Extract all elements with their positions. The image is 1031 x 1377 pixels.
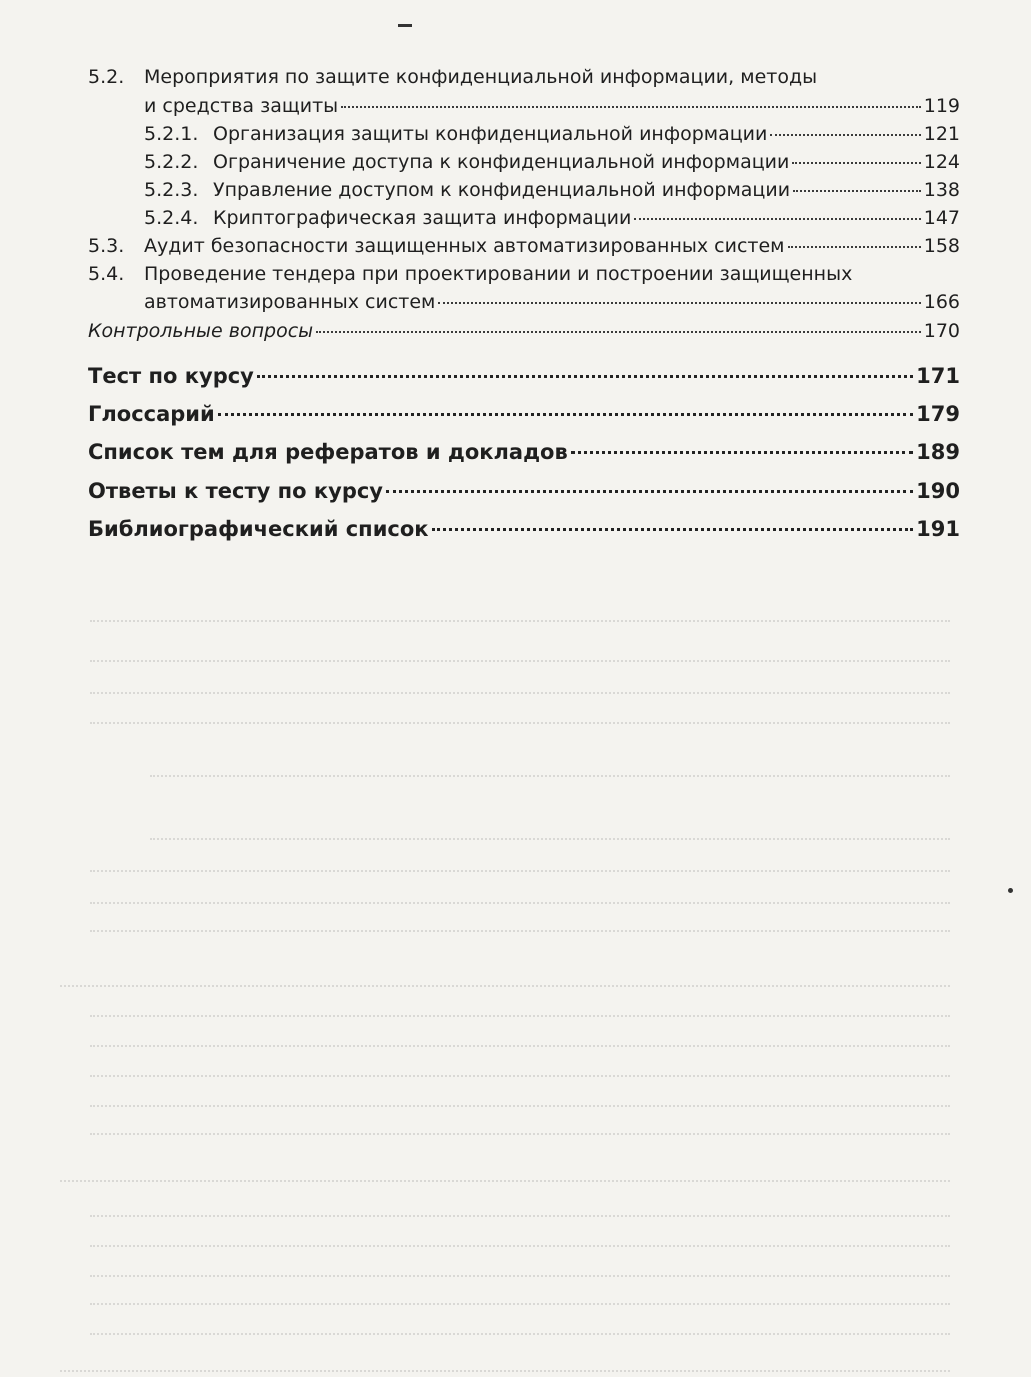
toc-entry-5-2-3[interactable] xyxy=(213,179,960,201)
leader-dots xyxy=(770,134,920,136)
toc-page-number: 158 xyxy=(923,235,960,257)
toc-entry-5-4[interactable] xyxy=(144,291,960,313)
toc-entry-title: автоматизированных систем xyxy=(144,291,436,313)
toc-entry-title: Управление доступом к конфиденциальной информации xyxy=(213,179,791,201)
leader-dots xyxy=(438,302,920,304)
toc-entry-number: 5.2.4. xyxy=(144,207,199,229)
toc-page-number: 138 xyxy=(923,179,960,201)
toc-entry-5-2-1[interactable] xyxy=(213,123,960,145)
scan-speck xyxy=(1008,888,1013,893)
toc-main-answers[interactable] xyxy=(88,479,960,503)
toc-entry-number: 5.2.1. xyxy=(144,123,199,145)
toc-entry-title: и средства защиты xyxy=(144,95,339,117)
toc-entry-title: Криптографическая защита информации xyxy=(213,207,632,229)
toc-entry-title: Организация защиты конфиденциальной информации xyxy=(213,123,768,145)
toc-page-number: 189 xyxy=(916,440,960,464)
toc-entry-title: Ответы к тесту по курсу xyxy=(88,479,383,503)
toc-page-number: 121 xyxy=(923,123,960,145)
scan-speck xyxy=(398,24,412,27)
leader-dots xyxy=(634,218,920,220)
toc-entry-title: Глоссарий xyxy=(88,402,215,426)
toc-main-glossary[interactable] xyxy=(88,402,960,426)
toc-page-number: 171 xyxy=(916,364,960,388)
leader-dots xyxy=(257,375,913,378)
toc-entry-title: Тест по курсу xyxy=(88,364,254,388)
toc-entry-title: Библиографический список xyxy=(88,517,429,541)
toc-entry-number: 5.2. xyxy=(88,66,125,88)
toc-entry-number: 5.2.3. xyxy=(144,179,199,201)
leader-dots xyxy=(571,451,913,454)
toc-main-test[interactable] xyxy=(88,364,960,388)
toc-entry-number: 5.3. xyxy=(88,235,125,257)
toc-entry-title: Мероприятия по защите конфиденциальной информации, методы xyxy=(144,66,818,88)
toc-main-bibliography[interactable] xyxy=(88,517,960,541)
leader-dots xyxy=(432,528,914,531)
toc-entry-title: Контрольные вопросы xyxy=(88,320,314,342)
leader-dots xyxy=(316,331,921,333)
toc-entry-title: Список тем для рефератов и докладов xyxy=(88,440,568,464)
toc-entry-5-3[interactable] xyxy=(144,235,960,257)
toc-entry-title: Аудит безопасности защищенных автоматизированных систем xyxy=(144,235,785,257)
toc-page-number: 124 xyxy=(923,151,960,173)
toc-page-number: 179 xyxy=(916,402,960,426)
toc-entry-control-questions[interactable] xyxy=(88,320,960,342)
toc-entry-5-2[interactable] xyxy=(144,95,960,117)
toc-page-number: 191 xyxy=(916,517,960,541)
toc-page-number: 190 xyxy=(916,479,960,503)
leader-dots xyxy=(386,490,913,493)
leader-dots xyxy=(341,106,921,108)
toc-entry-number: 5.4. xyxy=(88,263,125,285)
toc-entry-title: Проведение тендера при проектировании и построении защищенных xyxy=(144,263,853,285)
toc-page-number: 166 xyxy=(923,291,960,313)
toc-page-number: 119 xyxy=(923,95,960,117)
toc-page-number: 147 xyxy=(923,207,960,229)
leader-dots xyxy=(788,246,921,248)
toc-entry-number: 5.2.2. xyxy=(144,151,199,173)
toc-entry-5-2-4[interactable] xyxy=(213,207,960,229)
toc-entry-title: Ограничение доступа к конфиденциальной информации xyxy=(213,151,790,173)
leader-dots xyxy=(218,413,913,416)
leader-dots xyxy=(792,162,920,164)
toc-page-number: 170 xyxy=(923,320,960,342)
toc-entry-5-2-2[interactable] xyxy=(213,151,960,173)
leader-dots xyxy=(793,190,921,192)
toc-main-topics[interactable] xyxy=(88,440,960,464)
